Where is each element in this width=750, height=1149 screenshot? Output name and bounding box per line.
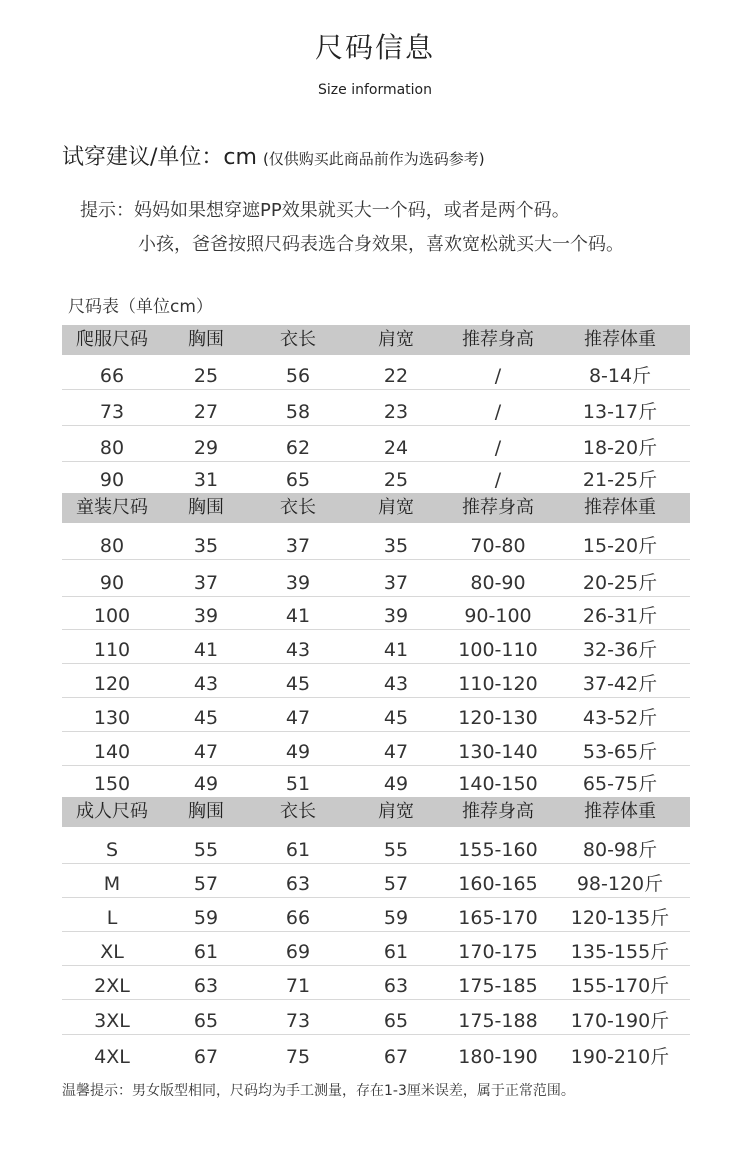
length-cell: 43 [250,629,346,663]
length-cell: 39 [250,559,346,596]
size-cell: 66 [62,355,162,389]
shoulder-cell: 49 [383,773,409,795]
height-cell: 100-110 [446,629,550,663]
size-col-header: 成人尺码 [62,797,162,827]
length-cell: 71 [250,965,346,999]
table-row [62,827,690,863]
shoulder-cell: 61 [346,931,446,965]
chest-cell: 61 [162,931,250,965]
chest-cell: 35 [162,523,250,559]
weight-col-header: 推荐体重 [550,325,690,355]
table-row [62,629,690,663]
size-cell: 110 [62,629,162,663]
height-cell: 120-130 [446,697,550,731]
height-cell: 160-165 [446,863,550,897]
table-row [62,931,690,965]
size-cell: 150 [93,773,131,795]
height-cell: / [446,425,550,461]
length-cell: 45 [250,663,346,697]
height-cell: 175-185 [446,965,550,999]
fitting-suggestion-label: 试穿建议/单位：cm [62,145,257,170]
length-cell: 56 [250,355,346,389]
size-cell: 100 [62,596,162,629]
table-row [62,389,690,425]
footer-note: 温馨提示：男女版型相同，尺码均为手工测量，存在1-3厘米误差，属于正常范围。 [62,1083,575,1099]
table-row [62,863,690,897]
size-cell: 2XL [62,965,162,999]
chest-cell: 47 [162,731,250,765]
chest-cell: 31 [193,469,219,491]
size-table [62,325,690,1070]
height-cell: 70-80 [446,523,550,559]
height-cell: 175-188 [446,999,550,1034]
height-cell: / [494,469,502,491]
shoulder-cell: 59 [346,897,446,931]
weight-cell: 32-36斤 [550,629,690,663]
chest-cell: 57 [162,863,250,897]
table-row [62,965,690,999]
shoulder-col-header: 肩宽 [346,797,446,827]
shoulder-cell: 23 [346,389,446,425]
chest-cell: 29 [162,425,250,461]
size-col-header: 爬服尺码 [62,325,162,355]
shoulder-cell: 57 [346,863,446,897]
table-row [62,697,690,731]
shoulder-cell: 22 [346,355,446,389]
chest-cell: 45 [162,697,250,731]
length-cell: 62 [250,425,346,461]
size-cell: 73 [62,389,162,425]
height-cell: 155-160 [446,827,550,863]
weight-cell: 20-25斤 [550,559,690,596]
page-subtitle: Size information [318,82,432,98]
height-cell: / [446,389,550,425]
chest-cell: 37 [162,559,250,596]
size-cell: 90 [99,469,125,491]
weight-cell: 18-20斤 [550,425,690,461]
shoulder-cell: 25 [383,469,409,491]
weight-cell: 15-20斤 [550,523,690,559]
weight-cell: 53-65斤 [550,731,690,765]
shoulder-cell: 41 [346,629,446,663]
page-title: 尺码信息 [314,31,435,64]
shoulder-cell: 37 [346,559,446,596]
shoulder-col-header: 肩宽 [346,325,446,355]
weight-cell: 43-52斤 [550,697,690,731]
chest-cell: 43 [162,663,250,697]
table-row [62,425,690,461]
size-cell: 3XL [62,999,162,1034]
size-cell: 80 [62,523,162,559]
kids-size-section-header-row [62,493,690,523]
tip-line-1: 提示：妈妈如果想穿遮PP效果就买大一个码，或者是两个码。 [80,200,570,221]
table-row [62,765,690,797]
shoulder-cell: 45 [346,697,446,731]
height-col-header: 推荐身高 [446,797,550,827]
table-row [62,1034,690,1070]
length-col-header: 衣长 [250,493,346,523]
weight-cell: 98-120斤 [550,863,690,897]
height-cell: 110-120 [446,663,550,697]
chest-cell: 65 [162,999,250,1034]
height-cell: 140-150 [458,773,538,795]
chest-cell: 49 [193,773,219,795]
shoulder-cell: 63 [346,965,446,999]
size-col-header: 童装尺码 [62,493,162,523]
chest-col-header: 胸围 [162,797,250,827]
weight-cell: 170-190斤 [550,999,690,1034]
table-row [62,355,690,389]
length-cell: 66 [250,897,346,931]
length-cell: 63 [250,863,346,897]
length-cell: 61 [250,827,346,863]
shoulder-cell: 39 [346,596,446,629]
size-cell: XL [62,931,162,965]
height-cell: / [446,355,550,389]
height-cell: 180-190 [458,1046,538,1068]
table-row [62,731,690,765]
table-row [62,559,690,596]
weight-col-header: 推荐体重 [550,493,690,523]
height-cell: 170-175 [446,931,550,965]
chest-cell: 63 [162,965,250,999]
size-cell: 4XL [94,1046,130,1068]
size-cell: 120 [62,663,162,697]
height-col-header: 推荐身高 [446,325,550,355]
shoulder-cell: 67 [383,1046,409,1068]
weight-cell: 26-31斤 [550,596,690,629]
table-row [62,663,690,697]
fitting-suggestion-note: (仅供购买此商品前作为选码参考) [262,150,485,168]
length-cell: 47 [250,697,346,731]
chest-col-header: 胸围 [162,493,250,523]
weight-cell: 190-210斤 [570,1046,670,1068]
size-cell: 90 [62,559,162,596]
length-cell: 49 [250,731,346,765]
table-row [62,897,690,931]
table-row [62,523,690,559]
length-cell: 75 [285,1046,311,1068]
table-row [62,596,690,629]
size-cell: 140 [62,731,162,765]
crawler-size-section-header-row [62,325,690,355]
length-cell: 51 [285,773,311,795]
size-cell: M [62,863,162,897]
length-cell: 69 [250,931,346,965]
weight-cell: 37-42斤 [550,663,690,697]
table-row [62,461,690,493]
weight-cell: 120-135斤 [550,897,690,931]
shoulder-cell: 43 [346,663,446,697]
weight-cell: 21-25斤 [582,469,658,491]
weight-cell: 155-170斤 [550,965,690,999]
weight-cell: 8-14斤 [550,355,690,389]
height-cell: 165-170 [446,897,550,931]
height-cell: 90-100 [446,596,550,629]
length-cell: 73 [250,999,346,1034]
height-cell: 80-90 [446,559,550,596]
tip-line-2: 小孩，爸爸按照尺码表选合身效果，喜欢宽松就买大一个码。 [138,234,624,255]
length-cell: 58 [250,389,346,425]
weight-cell: 135-155斤 [550,931,690,965]
chest-cell: 41 [162,629,250,663]
adult-size-section-header-row [62,797,690,827]
size-cell: L [62,897,162,931]
weight-cell: 13-17斤 [550,389,690,425]
weight-cell: 65-75斤 [582,773,658,795]
shoulder-cell: 24 [346,425,446,461]
shoulder-col-header: 肩宽 [346,493,446,523]
table-row [62,999,690,1034]
size-table-title: 尺码表（单位cm） [68,297,213,317]
chest-cell: 39 [162,596,250,629]
height-cell: 130-140 [446,731,550,765]
length-col-header: 衣长 [250,325,346,355]
chest-cell: 25 [162,355,250,389]
length-cell: 41 [250,596,346,629]
size-cell: 80 [62,425,162,461]
shoulder-cell: 47 [346,731,446,765]
length-cell: 37 [250,523,346,559]
shoulder-cell: 35 [346,523,446,559]
weight-cell: 80-98斤 [550,827,690,863]
chest-col-header: 胸围 [162,325,250,355]
length-cell: 65 [285,469,311,491]
size-cell: 130 [62,697,162,731]
shoulder-cell: 55 [346,827,446,863]
weight-col-header: 推荐体重 [550,797,690,827]
chest-cell: 55 [162,827,250,863]
size-cell: S [62,827,162,863]
shoulder-cell: 65 [346,999,446,1034]
fitting-suggestion [62,140,485,171]
length-col-header: 衣长 [250,797,346,827]
chest-cell: 59 [162,897,250,931]
chest-cell: 27 [162,389,250,425]
chest-cell: 67 [193,1046,219,1068]
height-col-header: 推荐身高 [446,493,550,523]
